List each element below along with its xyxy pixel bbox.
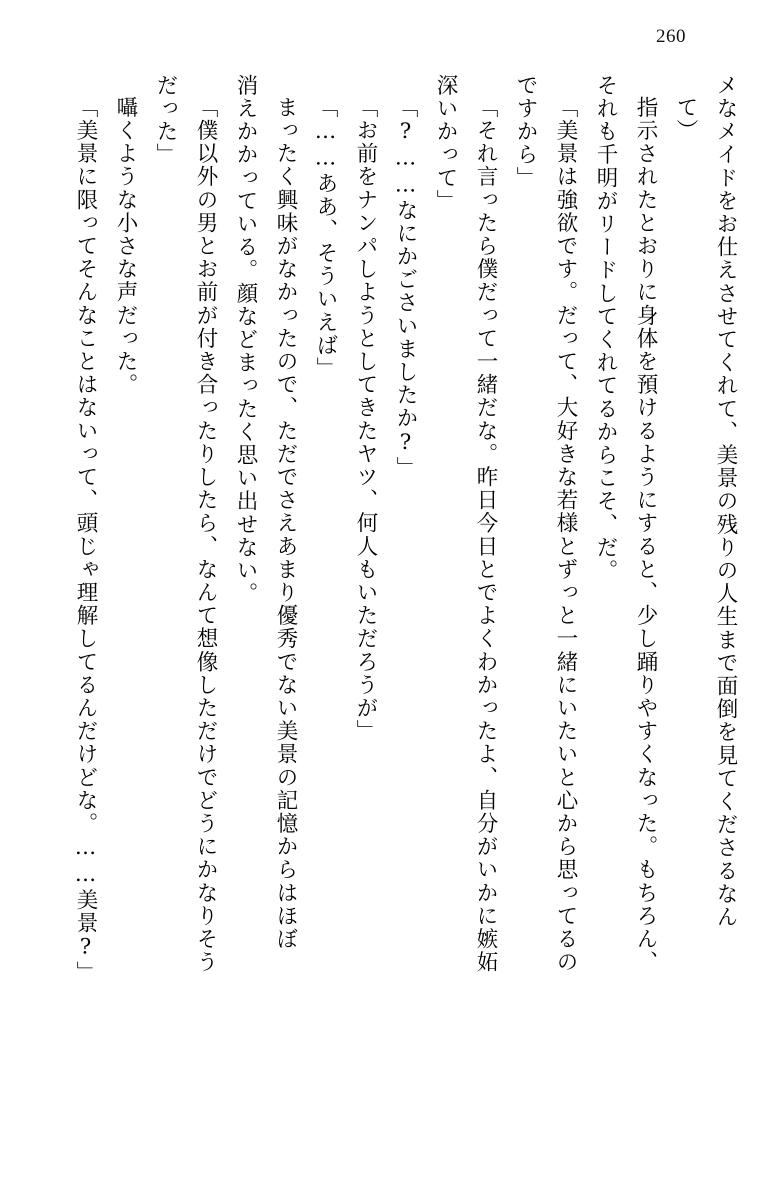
page-number: 260 <box>656 26 686 47</box>
text-column: 指示されたとおりに身体を預けるようにすると、少し踊りやすくなった。もちろん、 <box>633 96 658 974</box>
text-column: 「美景に限ってそんなことはないって、頭じゃ理解してるんだけどな。……美景?」 <box>73 96 98 985</box>
text-column: ですから」 <box>513 74 538 190</box>
text-column: 「……ああ、そういえば」 <box>313 96 338 381</box>
text-column: 「それ言ったら僕だって一緒だな。昨日今日とでよくわかったよ、自分がいかに嫉妬 <box>473 96 498 974</box>
text-column: 「お前をナンパしようとしてきたヤツ、何人もいただろうが」 <box>353 96 378 743</box>
text-column: 深いかって」 <box>433 74 458 213</box>
text-column: だった」 <box>153 74 178 167</box>
text-column: 消えかかっている。顔などまったく思い出せない。 <box>233 74 258 606</box>
text-column: メなメイドをお仕えさせてくれて、美景の残りの人生まで面倒を見てくださるなん <box>713 74 738 929</box>
text-column: まったく興味がなかったので、ただでさえあまり優秀でない美景の記憶からはほぼ <box>273 96 298 951</box>
text-column: それも千明がリードしてくれてるからこそ、だ。 <box>593 74 618 583</box>
text-column: 「?……なにかごさいましたか?」 <box>393 96 418 480</box>
text-column: 「僕以外の男とお前が付き合ったりしたら、なんて想像しただけでどうにかなりそう <box>193 96 218 974</box>
text-column: 「美景は強欲です。だって、大好きな若様とずっと一緒にいたいと心から思ってるの <box>553 96 578 974</box>
text-column: て） <box>673 96 698 143</box>
vertical-text-body <box>36 74 736 1170</box>
text-column: 囁くような小さな声だった。 <box>113 96 138 397</box>
